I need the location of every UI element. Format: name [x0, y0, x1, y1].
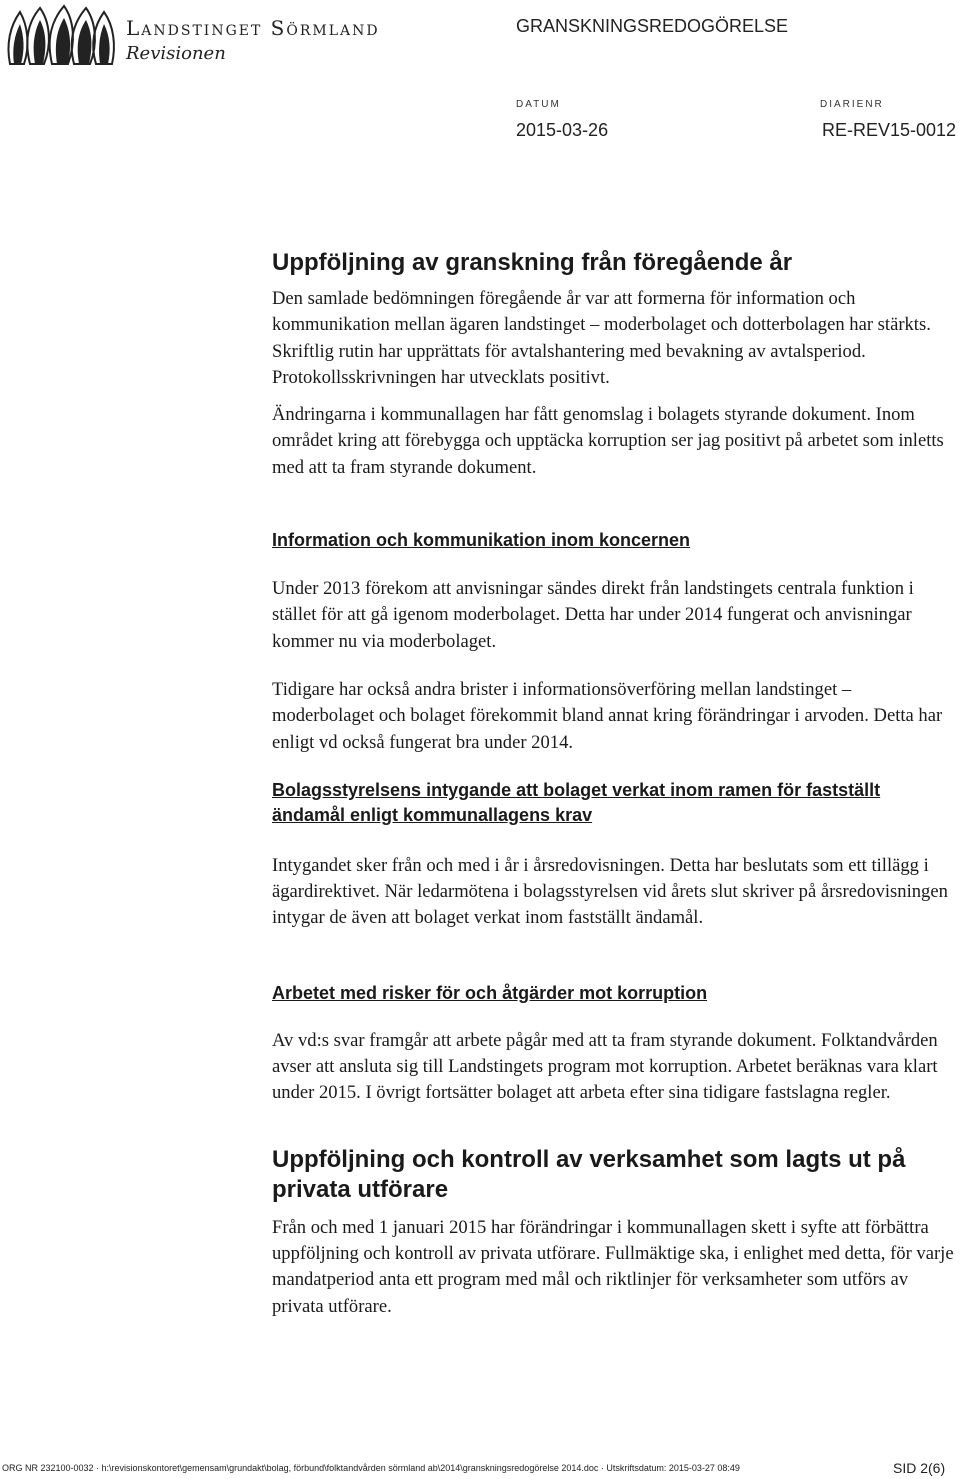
- paragraph: Under 2013 förekom att anvisningar sändes direkt från landstingets centrala funktion i stället för att gå igenom moderbolaget. Detta har under 2014 fungerat och anvisningar kommer nu via moderbolaget.: [272, 578, 914, 652]
- diarie-value: RE-REV15-0012: [822, 120, 957, 140]
- page-number: SID 2(6): [893, 1460, 946, 1476]
- section-title-korruption: Arbetet med risker för och åtgärder mot korruption: [272, 982, 708, 1003]
- org-subtitle: Revisionen: [126, 43, 226, 64]
- section-title-privata: Uppföljning och kontroll av verksamhet som lagts ut på privata utförare: [272, 1145, 906, 1203]
- document-body: [272, 248, 956, 1320]
- diarie-label: DIARIENR: [820, 99, 884, 110]
- paragraph: Ändringarna i kommunallagen har fått genomslag i bolagets styrande dokument. Inom området kring att förebygga och upptäcka korruption ser jag positivt på arbetet som inletts med att ta fram styrande dokument.: [272, 404, 944, 478]
- footer-info: ORG NR 232100-0032 · h:\revisionskontoret\gemensam\grundakt\bolag, förbund\folktandvården sörmland ab\2014\granskningsredogörelse 2014.doc · Utskriftsdatum: 2015-03-27 08:49: [2, 1463, 740, 1473]
- org-name: Landstinget Sörmland: [126, 16, 380, 40]
- paragraph: Av vd:s svar framgår att arbete pågår med att ta fram styrande dokument. Folktandvården avser att ansluta sig till Landstingets program mot korruption. Arbetet beräknas vara klart under 2015. I övrigt fortsätter bolaget att arbeta efter sina tidigare fastslagna regler.: [272, 1029, 938, 1104]
- document-type: GRANSKNINGSREDOGÖRELSE: [516, 16, 789, 36]
- landstinget-logo: [4, 4, 122, 68]
- section-title-information: Information och kommunikation inom koncernen: [272, 530, 691, 551]
- paragraph: Tidigare har också andra brister i informationsöverföring mellan landstinget – moderbolaget och bolaget förekommit bland annat kring förändringar i arvoden. Detta har enligt vd också fungerat bra under 2014.: [272, 678, 943, 753]
- paragraph: Från och med 1 januari 2015 har förändringar i kommunallagen skett i syfte att förbättra uppföljning och kontroll av privata utförare. Fullmäktige ska, i enlighet med detta, för varje mandatperiod anta ett program med mål och riktlinjer för verksamheter som utförs av privata utförare.: [272, 1216, 954, 1317]
- lotus-logo-icon: [4, 4, 122, 68]
- paragraph: Intygandet sker från och med i år i årsredovisningen. Detta har beslutats som ett tillägg i ägardirektivet. När ledarmötena i bolagsstyrelsen vid årets slut skriver på årsredovisningen intygar de även att bolaget verkat inom fastställt ändamål.: [272, 854, 948, 929]
- paragraph: Den samlade bedömningen föregående år var att formerna för information och kommunikation mellan ägaren landstinget – moderbolaget och dotterbolagen har stärkts. Skriftlig rutin har upprättats för avtalshantering med bevakning av avtalsperiod. Protokollsskrivningen har utvecklats positivt.: [272, 288, 931, 388]
- date-value: 2015-03-26: [516, 120, 609, 140]
- date-label: DATUM: [516, 99, 561, 110]
- section-title-intygande: Bolagsstyrelsens intygande att bolaget verkat inom ramen för fastställt ändamål enligt kommunallagens krav: [272, 779, 881, 825]
- section-title-uppfoljning: Uppföljning av granskning från föregående år: [272, 249, 793, 276]
